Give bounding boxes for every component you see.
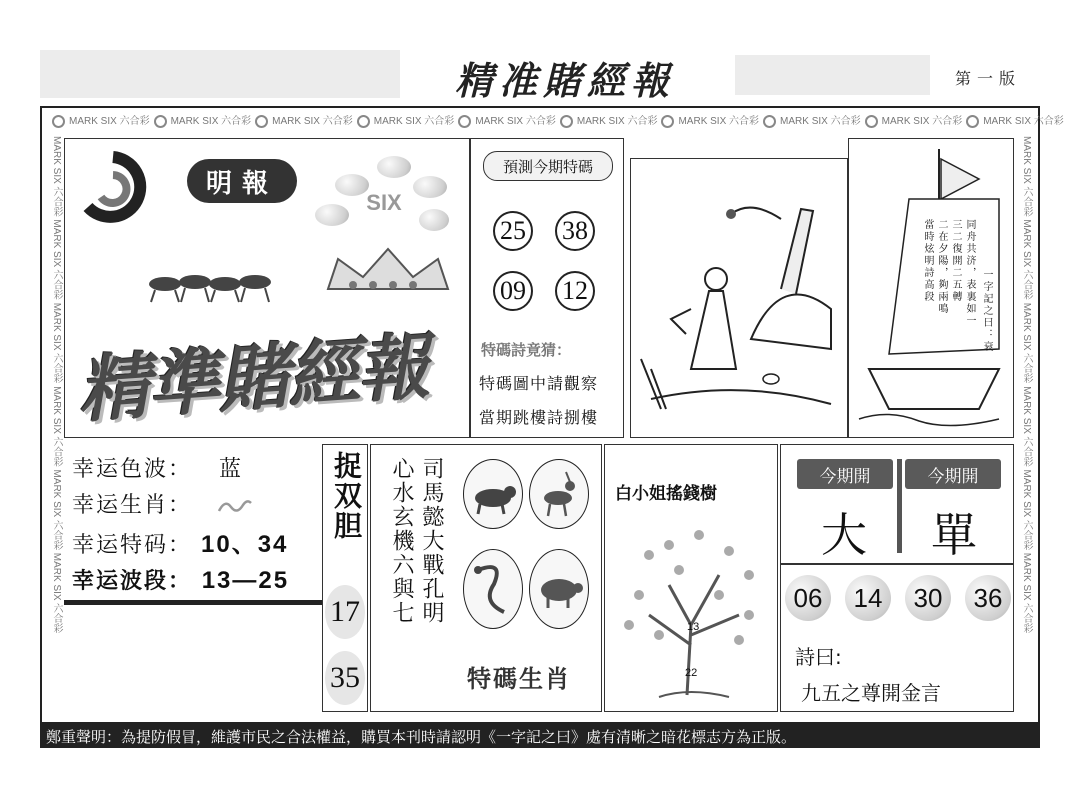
- flower-icon: [560, 115, 573, 128]
- border-pattern-text: MARK SIX 六合彩: [983, 116, 1064, 127]
- prediction-number: 09: [493, 271, 533, 311]
- riddle-col-1: 司馬懿大戰孔明: [419, 457, 444, 625]
- lucky-underline: [64, 600, 322, 605]
- border-pattern-text: MARK SIX 六合彩: [881, 116, 963, 127]
- ming-bao-badge: 明報: [187, 159, 297, 203]
- snake-icon: [215, 495, 255, 517]
- result-ball: 06: [785, 575, 831, 621]
- lucky-range: [72, 564, 332, 595]
- border-pattern-text: MARK SIX 六合彩: [272, 116, 353, 127]
- border-pattern-text: MARK SIX 六合彩: [51, 302, 62, 387]
- border-pattern-text: MARK SIX 六合彩: [51, 219, 62, 303]
- result-poem-label: 詩曰:: [795, 645, 842, 669]
- border-strip-top: [48, 112, 1064, 132]
- border-pattern-text: MARK SIX 六合彩: [1021, 219, 1032, 303]
- border-pattern-text: MARK SIX 六合彩: [1021, 552, 1032, 634]
- sail-poem-line: 當時炫明詩高段: [922, 219, 933, 303]
- flower-icon: [966, 115, 979, 128]
- flower-icon: [865, 115, 878, 128]
- prediction-number: 38: [555, 211, 595, 251]
- flower-icon: [52, 115, 65, 128]
- border-strip-right: [1016, 136, 1034, 716]
- result-tab-right: 今期開: [905, 459, 1001, 489]
- result-rule: [781, 563, 1013, 565]
- tiger-icon: [463, 459, 523, 529]
- result-panel: [780, 444, 1014, 712]
- border-pattern-text: MARK SIX 六合彩: [51, 386, 62, 470]
- header-right-box: [735, 55, 930, 95]
- sail-poem-line: 三二復開二五轉: [950, 219, 961, 303]
- sail-poem-line: 同舟共济，表裏如一: [964, 219, 975, 327]
- border-strip-left: [46, 136, 64, 716]
- tree-heading: 白小姐搖錢樹: [615, 484, 717, 504]
- border-pattern-text: MARK SIX 六合彩: [1021, 136, 1032, 220]
- scholar-illustration: [631, 159, 847, 437]
- poem-line: 當期跳樓詩捌樓: [479, 408, 599, 427]
- footer-notice: 鄭重聲明：為提防假冒，維護市民之合法權益，購買本刊時請認明《一字記之曰》處有清晰之暗花標志方為正版。: [46, 728, 797, 746]
- crown-image: [323, 239, 453, 299]
- border-pattern-text: MARK SIX 六合彩: [1021, 302, 1032, 387]
- result-value-right: 單: [931, 508, 977, 562]
- poem-line: 特碼圖中請觀察: [479, 374, 599, 393]
- result-value-left: 大: [821, 508, 867, 562]
- tree-label-b: 22: [685, 667, 698, 679]
- dragon-icon: [463, 549, 523, 629]
- lucky-range-label: 幸运波段：: [72, 569, 193, 594]
- border-pattern-text: MARK SIX 六合彩: [51, 469, 62, 553]
- result-tab-left: 今期開: [797, 459, 893, 489]
- lucky-color-value: 蓝: [219, 457, 244, 482]
- lucky-zodiac: [72, 488, 322, 519]
- border-pattern-text: MARK SIX 六合彩: [475, 116, 556, 127]
- header-left-box: [40, 50, 400, 98]
- border-pattern-text: MARK SIX 六合彩: [373, 116, 455, 127]
- flower-icon: [255, 115, 268, 128]
- flower-icon: [661, 115, 674, 128]
- result-ball: 30: [905, 575, 951, 621]
- zodiac-caption: 特碼生肖: [467, 665, 571, 693]
- flower-icon: [763, 115, 776, 128]
- border-pattern-text: MARK SIX 六合彩: [51, 552, 62, 634]
- border-pattern-text: MARK SIX 六合彩: [170, 116, 252, 127]
- poem-label: 特碼詩竟猜：: [481, 341, 572, 359]
- logo-panel: [64, 138, 470, 438]
- border-pattern-text: MARK SIX 六合彩: [780, 116, 861, 127]
- prediction-number: 12: [555, 271, 595, 311]
- border-pattern-text: MARK SIX 六合彩: [69, 116, 150, 127]
- riddle-col-2: 心水玄機六與七: [389, 457, 414, 625]
- border-pattern-text: MARK SIX 六合彩: [1021, 469, 1032, 553]
- sail-poem-line: 一字記之曰：衰: [981, 269, 992, 353]
- sailboat-panel: [848, 138, 1014, 438]
- result-ball: 36: [965, 575, 1011, 621]
- flower-icon: [154, 115, 167, 128]
- lucky-color-label: 幸运色波：: [72, 457, 193, 482]
- money-tree-panel: [604, 444, 778, 712]
- prediction-number: 25: [493, 211, 533, 251]
- lucky-special-label: 幸运特码：: [72, 533, 193, 558]
- double-panel: [322, 444, 368, 712]
- lucky-special-value: 10、34: [201, 531, 289, 558]
- six-text: SIX: [366, 190, 402, 215]
- deer-icon: [529, 459, 589, 529]
- border-pattern-text: MARK SIX 六合彩: [576, 116, 658, 127]
- border-pattern-text: MARK SIX 六合彩: [1021, 386, 1032, 470]
- lucky-color: [72, 452, 322, 483]
- illustration-panel: [630, 158, 848, 438]
- prediction-heading: 預測今期特碼: [483, 151, 613, 181]
- result-poem: 九五之尊開金言: [801, 681, 941, 705]
- flower-icon: [357, 115, 370, 128]
- prediction-panel: [470, 138, 624, 438]
- double-number: 17: [325, 585, 365, 639]
- lucky-panel: [64, 440, 322, 610]
- double-label: 捉双胆: [330, 451, 363, 541]
- border-pattern-text: MARK SIX 六合彩: [51, 136, 62, 220]
- border-pattern-text: MARK SIX 六合彩: [678, 116, 760, 127]
- double-number: 35: [325, 651, 365, 705]
- swirl-logo-icon: [73, 147, 153, 232]
- six-balls: [315, 154, 445, 234]
- big-logo-title: 精準賭經報: [75, 324, 431, 433]
- riddle-panel: [370, 444, 602, 712]
- tree-label-a: 13: [687, 621, 700, 633]
- lucky-special: [72, 524, 332, 559]
- lucky-zodiac-label: 幸运生肖：: [72, 493, 193, 518]
- pig-icon: [529, 549, 589, 629]
- sail-poem-line: 二在夕陽，夠兩鳴: [936, 219, 947, 315]
- edition-label: 第一版: [955, 69, 1022, 88]
- lucky-range-value: 13—25: [201, 567, 290, 594]
- page-title: 精准賭經報: [455, 58, 676, 103]
- result-divider: [897, 459, 902, 553]
- horses-image: [145, 264, 285, 304]
- flower-icon: [458, 115, 471, 128]
- result-ball: 14: [845, 575, 891, 621]
